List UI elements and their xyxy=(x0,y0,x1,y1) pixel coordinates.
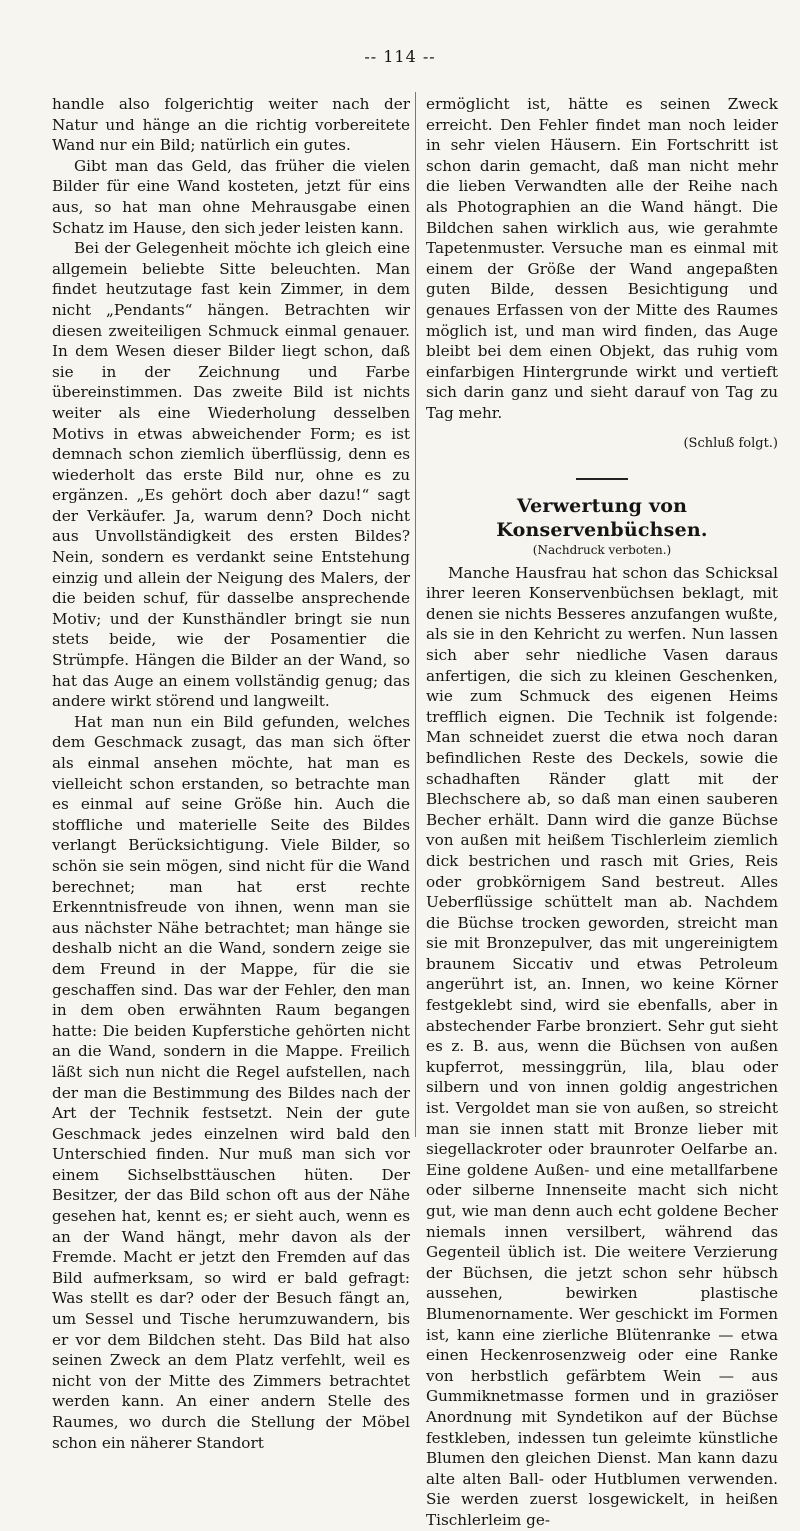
article-title: Verwertung von Konservenbüchsen. xyxy=(496,494,708,541)
column-divider xyxy=(415,92,416,1137)
page-number: -- 114 -- xyxy=(364,47,436,66)
right-column xyxy=(426,94,778,1531)
left-column xyxy=(52,94,410,1453)
paragraph: Bei der Gelegenheit möchte ich gleich eine allgemein beliebte Sitte beleuchten. Man findet heutzutage fast kein Zimmer, in dem nicht „Pendants“ hängen. Betrachten wir diesen zweiteiligen Schmuck einmal genauer. In dem Wesen dieser Bilder liegt schon, daß sie in der Zeichnung und Farbe übereinstimmen. Das zweite Bild ist nichts weiter als eine Wiederholung desselben Motivs in etwas abweichender Form; es ist demnach schon ziemlich überflüssig, denn es wiederholt das erste Bild nur, ohne es zu ergänzen. „Es gehört doch aber dazu!“ sagt der Verkäufer. Ja, warum denn? Doch nicht aus Unvollständigkeit des ersten Bildes? Nein, sondern es verdankt seine Entstehung einzig und allein der Neigung des Malers, der die beiden schuf, für dasselbe ansprechende Motiv; und der Kunsthändler bringt sie nun stets beide, wie der Posamentier die Strümpfe. Hängen die Bilder an der Wand, so hat das Auge an einem vollständig genug; das andere wirkt störend und langweilt. xyxy=(52,239,410,711)
paragraph: Gibt man das Geld, das früher die vielen Bilder für eine Wand kosteten, jetzt für eins aus, so hat man ohne Mehrausgabe einen Schatz im Hause, den sich jeder leisten kann. xyxy=(52,156,410,237)
paragraph: Hat man nun ein Bild gefunden, welches dem Geschmack zusagt, das man sich öfter als einmal ansehen möchte, hat man es vielleicht schon erstanden, so betrachte man es einmal auf seine Größe hin. Auch die stoffliche und materielle Seite des Bildes verlangt Berücksichtigung. Viele Bilder, so schön sie sein mögen, sind nicht für die Wand berechnet; man hat erst rechte Erkenntnisfreude von ihnen, wenn man sie aus nächster Nähe betrachtet; man hänge sie deshalb nicht an die Wand, sondern zeige sie dem Freund in der Mappe, für die sie geschaffen sind. Das war der Fehler, den man in dem oben erwähnten Raum begangen hatte: Die beiden Kupferstiche gehörten nicht an die Wand, sondern in die Mappe. Freilich läßt sich nun nicht die Regel aufstellen, nach der man die Bestimmung des Bildes nach der Art der Technik festsetzt. Nein der gute Geschmack jedes einzelnen wird bald den Unterschied finden. Nur muß man sich vor einem Sichselbsttäuschen hüten. Der Besitzer, der das Bild schon oft aus der Nähe gesehen hat, kennt es; er sieht auch, wenn es an der Wand hängt, mehr davon als der Fremde. Macht er jetzt den Fremden auf das Bild aufmerksam, so wird er bald gefragt: Was stellt es dar? oder der Besuch fängt an, um Sessel und Tische herumzuwandern, bis er vor dem Bildchen steht. Das Bild hat also seinen Zweck an dem Platz verfehlt, weil es nicht von der Mitte des Zimmers betrachtet werden kann. An einer andern Stelle des Raumes, wo durch die Stellung der Möbel schon ein näherer Standort xyxy=(52,712,410,1452)
paragraph: Manche Hausfrau hat schon das Schicksal ihrer leeren Konservenbüchsen beklagt, mit denen sie nichts Besseres anzufangen wußte, als sie in den Kehricht zu werfen. Nun lassen sich aber sehr niedliche Vasen daraus anfertigen, die sich zu kleinen Geschenken, wie zum Schmuck des eigenen Heims trefflich eignen. Die Technik ist folgende: Man schneidet zuerst die etwa noch daran befindlichen Reste des Deckels, sowie die schadhaften Ränder glatt mit der Blechschere ab, so daß man einen sauberen Becher erhält. Dann wird die ganze Büchse von außen mit heißem Tischlerleim ziemlich dick bestrichen und rasch mit Gries, Reis oder grobkörnigem Sand bestreut. Alles Ueberflüssige schüttelt man ab. Nachdem die Büchse trocken geworden, streicht man sie mit Bronzepulver, das mit ungereinigtem braunem Siccativ und etwas Petroleum angerührt ist, an. Innen, wo keine Körner festgeklebt sind, wird sie ebenfalls, aber in abstechender Farbe bronziert. Sehr gut sieht es z. B. aus, wenn die Büchsen von außen kupferrot, messinggrün, lila, blau oder silbern und von innen goldig angestrichen ist. Vergoldet man sie von außen, so streicht man sie innen statt mit Bronze lieber mit siegellackroter oder braunroter Oelfarbe an. Eine goldene Außen- und eine metallfarbene oder silberne Innenseite macht sich nicht gut, wie man denn auch echt goldene Becher niemals innen versilbert, während das Gegenteil üblich ist. Die weitere Verzierung der Büchsen, die jetzt schon sehr hübsch aussehen, bewirken plastische Blumenornamente. Wer geschickt im Formen ist, kann eine zierliche Blütenranke — etwa einen Heckenrosenzweig oder eine Ranke von herbstlich gefärbtem Wein — aus Gummiknetmasse formen und in graziöser Anordnung mit Syndetikon auf der Büchse festkleben, indessen tun geleimte künstliche Blumen den gleichen Dienst. Man kann dazu alte alten Ball- oder Hutblumen verwenden. Sie werden zuerst losgewickelt, in heißen Tischlerleim ge- xyxy=(426,563,778,1529)
section-rule xyxy=(576,478,628,480)
continued-note: (Schluß folgt.) xyxy=(683,435,778,451)
paragraph: handle also folgerichtig weiter nach der Natur und hänge an die richtig vorbereitete Wand nur ein Bild; natürlich ein gutes. xyxy=(52,95,410,155)
paragraph: ermöglicht ist, hätte es seinen Zweck erreicht. Den Fehler findet man noch leider in sehr vielen Häusern. Ein Fortschritt ist schon darin gemacht, daß man nicht mehr die lieben Verwandten alle der Reihe nach als Photographien an die Wand hängt. Die Bildchen sahen wirklich aus, wie gerahmte Tapetenmuster. Versuche man es einmal mit einem der Größe der Wand angepaßten guten Bilde, dessen Besichtigung und genaues Erfassen von der Mitte des Raumes möglich ist, und man wird finden, das Auge bleibt bei dem einen Objekt, das ruhig vom einfarbigen Hintergrunde wirkt und vertieft sich darin ganz und sieht darauf von Tag zu Tag mehr. xyxy=(426,95,778,422)
article-subtitle: (Nachdruck verboten.) xyxy=(532,542,672,557)
